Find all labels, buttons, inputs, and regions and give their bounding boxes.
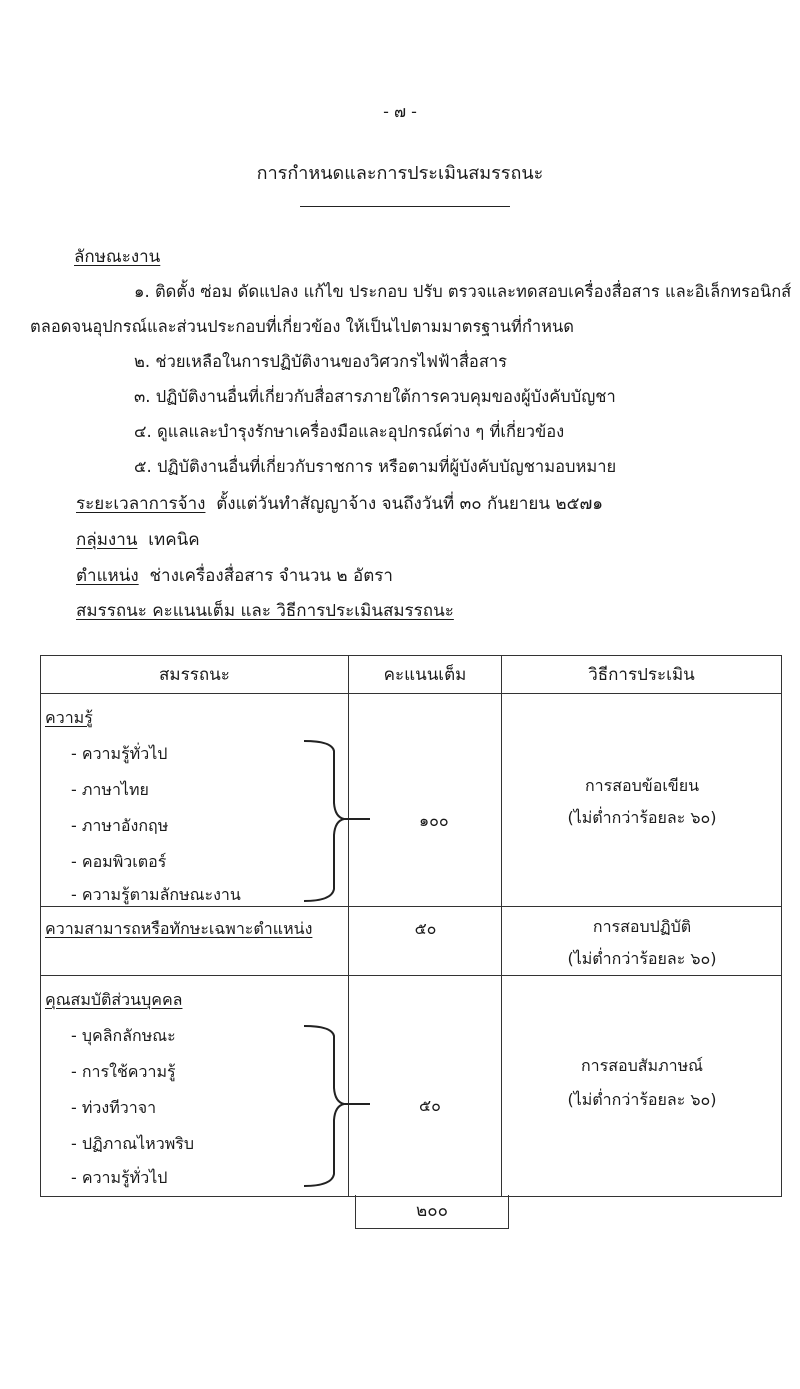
header-method: วิธีการประเมิน xyxy=(502,656,782,694)
job-group xyxy=(76,526,200,553)
table-header-row xyxy=(41,656,782,694)
title-divider xyxy=(300,206,510,207)
list-item: - คอมพิวเตอร์ xyxy=(71,852,167,871)
list-item: - ความรู้ตามลักษณะงาน xyxy=(71,885,241,904)
list-item: - ท่วงทีวาจา xyxy=(71,1098,157,1117)
employment-period-value: ตั้งแต่วันทำสัญญาจ้าง จนถึงวันที่ ๓๐ กันยายน ๒๕๗๑ xyxy=(216,494,604,514)
table-row xyxy=(41,694,782,907)
row-criteria: (ไม่ต่ำกว่าร้อยละ ๖๐) xyxy=(567,808,717,827)
employment-period-label: ระยะเวลาการจ้าง xyxy=(76,494,206,514)
position-label: ตำแหน่ง xyxy=(76,566,139,586)
competency-table xyxy=(40,655,782,1197)
job-item-2: ๒. ช่วยเหลือในการปฏิบัติงานของวิศวกรไฟฟ้าสื่อสาร xyxy=(134,352,508,371)
job-group-value: เทคนิค xyxy=(148,530,200,550)
job-item-1: ๑. ติดตั้ง ซ่อม ดัดแปลง แก้ไข ประกอบ ปรับ ตรวจและทดสอบเครื่องสื่อสาร และอิเล็กทรอนิกส์ xyxy=(134,282,792,301)
total-score: ๒๐๐ xyxy=(355,1195,509,1229)
bracket-icon xyxy=(304,739,384,909)
row-score: ๑๐๐ xyxy=(419,811,449,830)
employment-period xyxy=(76,490,603,517)
job-item-4: ๔. ดูแลและบำรุงรักษาเครื่องมือและอุปกรณ์ต่าง ๆ ที่เกี่ยวข้อง xyxy=(134,422,565,441)
row-method: การสอบข้อเขียน xyxy=(584,776,700,795)
row-category: คุณสมบัติส่วนบุคคล xyxy=(45,990,183,1009)
job-description-heading: ลักษณะงาน xyxy=(74,247,161,267)
position xyxy=(76,562,393,589)
list-item: - บุคลิกลักษณะ xyxy=(71,1026,176,1045)
list-item: - ความรู้ทั่วไป xyxy=(71,1168,168,1187)
page-title: การกำหนดและการประเมินสมรรถนะ xyxy=(256,163,544,184)
row-category: ความรู้ xyxy=(45,708,93,727)
job-item-1-continued: ตลอดจนอุปกรณ์และส่วนประกอบที่เกี่ยวข้อง ให้เป็นไปตามมาตรฐานที่กำหนด xyxy=(30,317,574,336)
competency-heading: สมรรถนะ คะแนนเต็ม และ วิธีการประเมินสมรรถนะ xyxy=(76,601,454,621)
list-item: - ปฏิภาณไหวพริบ xyxy=(71,1134,195,1153)
list-item: - ภาษาอังกฤษ xyxy=(71,816,169,835)
table-row xyxy=(41,907,782,976)
job-group-label: กลุ่มงาน xyxy=(76,530,138,550)
bracket-icon xyxy=(304,1024,384,1194)
row-criteria: (ไม่ต่ำกว่าร้อยละ ๖๐) xyxy=(567,949,717,968)
row-method: การสอบสัมภาษณ์ xyxy=(580,1056,704,1075)
row-criteria: (ไม่ต่ำกว่าร้อยละ ๖๐) xyxy=(567,1090,717,1109)
row-category: ความสามารถหรือทักษะเฉพาะตำแหน่ง xyxy=(45,919,313,938)
list-item: - ความรู้ทั่วไป xyxy=(71,744,168,763)
page-number: - ๗ - xyxy=(383,102,417,121)
job-item-5: ๕. ปฏิบัติงานอื่นที่เกี่ยวกับราชการ หรือตามที่ผู้บังคับบัญชามอบหมาย xyxy=(134,457,617,476)
job-item-3: ๓. ปฏิบัติงานอื่นที่เกี่ยวกับสื่อสารภายใต้การควบคุมของผู้บังคับบัญชา xyxy=(134,387,616,406)
list-item: - ภาษาไทย xyxy=(71,780,149,799)
row-score: ๕๐ xyxy=(414,919,437,938)
header-full-score: คะแนนเต็ม xyxy=(349,656,502,694)
position-value: ช่างเครื่องสื่อสาร จำนวน ๒ อัตรา xyxy=(149,566,393,586)
row-method: การสอบปฏิบัติ xyxy=(592,917,692,936)
row-score: ๕๐ xyxy=(419,1096,441,1115)
list-item: - การใช้ความรู้ xyxy=(71,1062,176,1081)
header-competency: สมรรถนะ xyxy=(41,656,349,694)
table-row xyxy=(41,976,782,1197)
